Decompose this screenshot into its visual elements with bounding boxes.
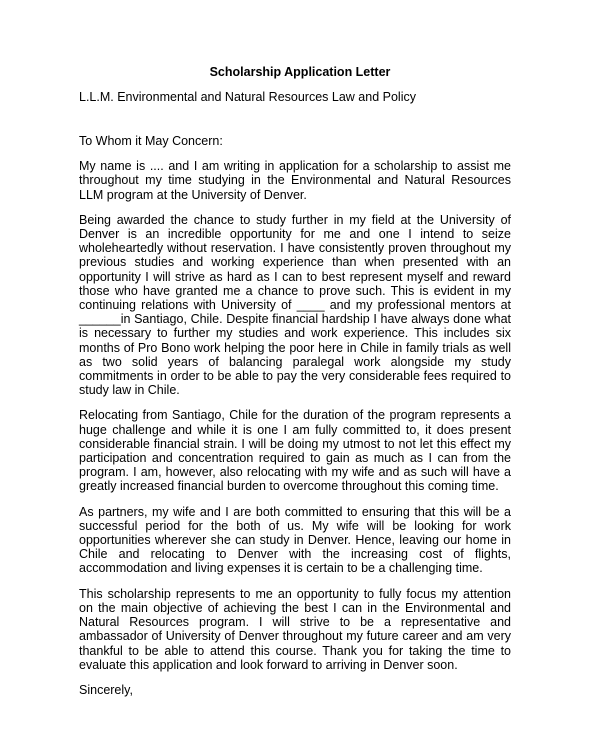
letter-title: Scholarship Application Letter	[209, 65, 391, 79]
letter-salutation: To Whom it May Concern:	[79, 134, 223, 148]
paragraph-background: Being awarded the chance to study further in my field at the University of Denver is an incredible opportunity for me and one I intend to seize wholeheartedly without reservation. I have consistently proven throughout my previous studies and working experience than when presented with an opportunity I will strive as hard as I can to best represent myself and reward those who have granted me a chance to prove such. This is evident in my continuing relations with University of ____ and my professional mentors at ______in Santiago, Chile. Despite financial hardship I have always done what is necessary to further my studies and work experience. This includes six months of Pro Bono work helping the poor here in Chile in family trials as well as two solid years of balancing paralegal work alongside my study commitments in order to be able to pay the very considerable fees required to study law in Chile.	[79, 212, 511, 398]
paragraph-introduction: My name is .... and I am writing in application for a scholarship to assist me throughout my time studying in the Environmental and Natural Resources LLM program at the University of Denver.	[79, 159, 511, 202]
paragraph-partners: As partners, my wife and I are both committed to ensuring that this will be a successful period for the both of us. My wife will be looking for work opportunities wherever she can study in Denver. Hence, leaving our home in Chile and relocating to Denver with the increasing cost of flights, accommodation and living expenses it is certain to be a challenging time.	[79, 504, 511, 576]
letter-subtitle: L.L.M. Environmental and Natural Resources Law and Policy	[79, 90, 416, 104]
paragraph-conclusion: This scholarship represents to me an opportunity to fully focus my attention on the main objective of achieving the best I can in the Environmental and Natural Resources program. I will strive to be a representative and ambassador of University of Denver throughout my future career and am very thankful to be able to attend this course. Thank you for taking the time to evaluate this application and look forward to arriving in Denver soon.	[79, 586, 511, 672]
paragraph-relocation: Relocating from Santiago, Chile for the duration of the program represents a huge challenge and while it is one I am fully committed to, it does present considerable financial strain. I will be doing my utmost to not let this effect my participation and concentration required to gain as much as I can from the program. I am, however, also relocating with my wife and as such will have a greatly increased financial burden to overcome throughout this coming time.	[79, 408, 511, 494]
letter-body	[79, 134, 511, 697]
letter-closing: Sincerely,	[79, 682, 133, 697]
